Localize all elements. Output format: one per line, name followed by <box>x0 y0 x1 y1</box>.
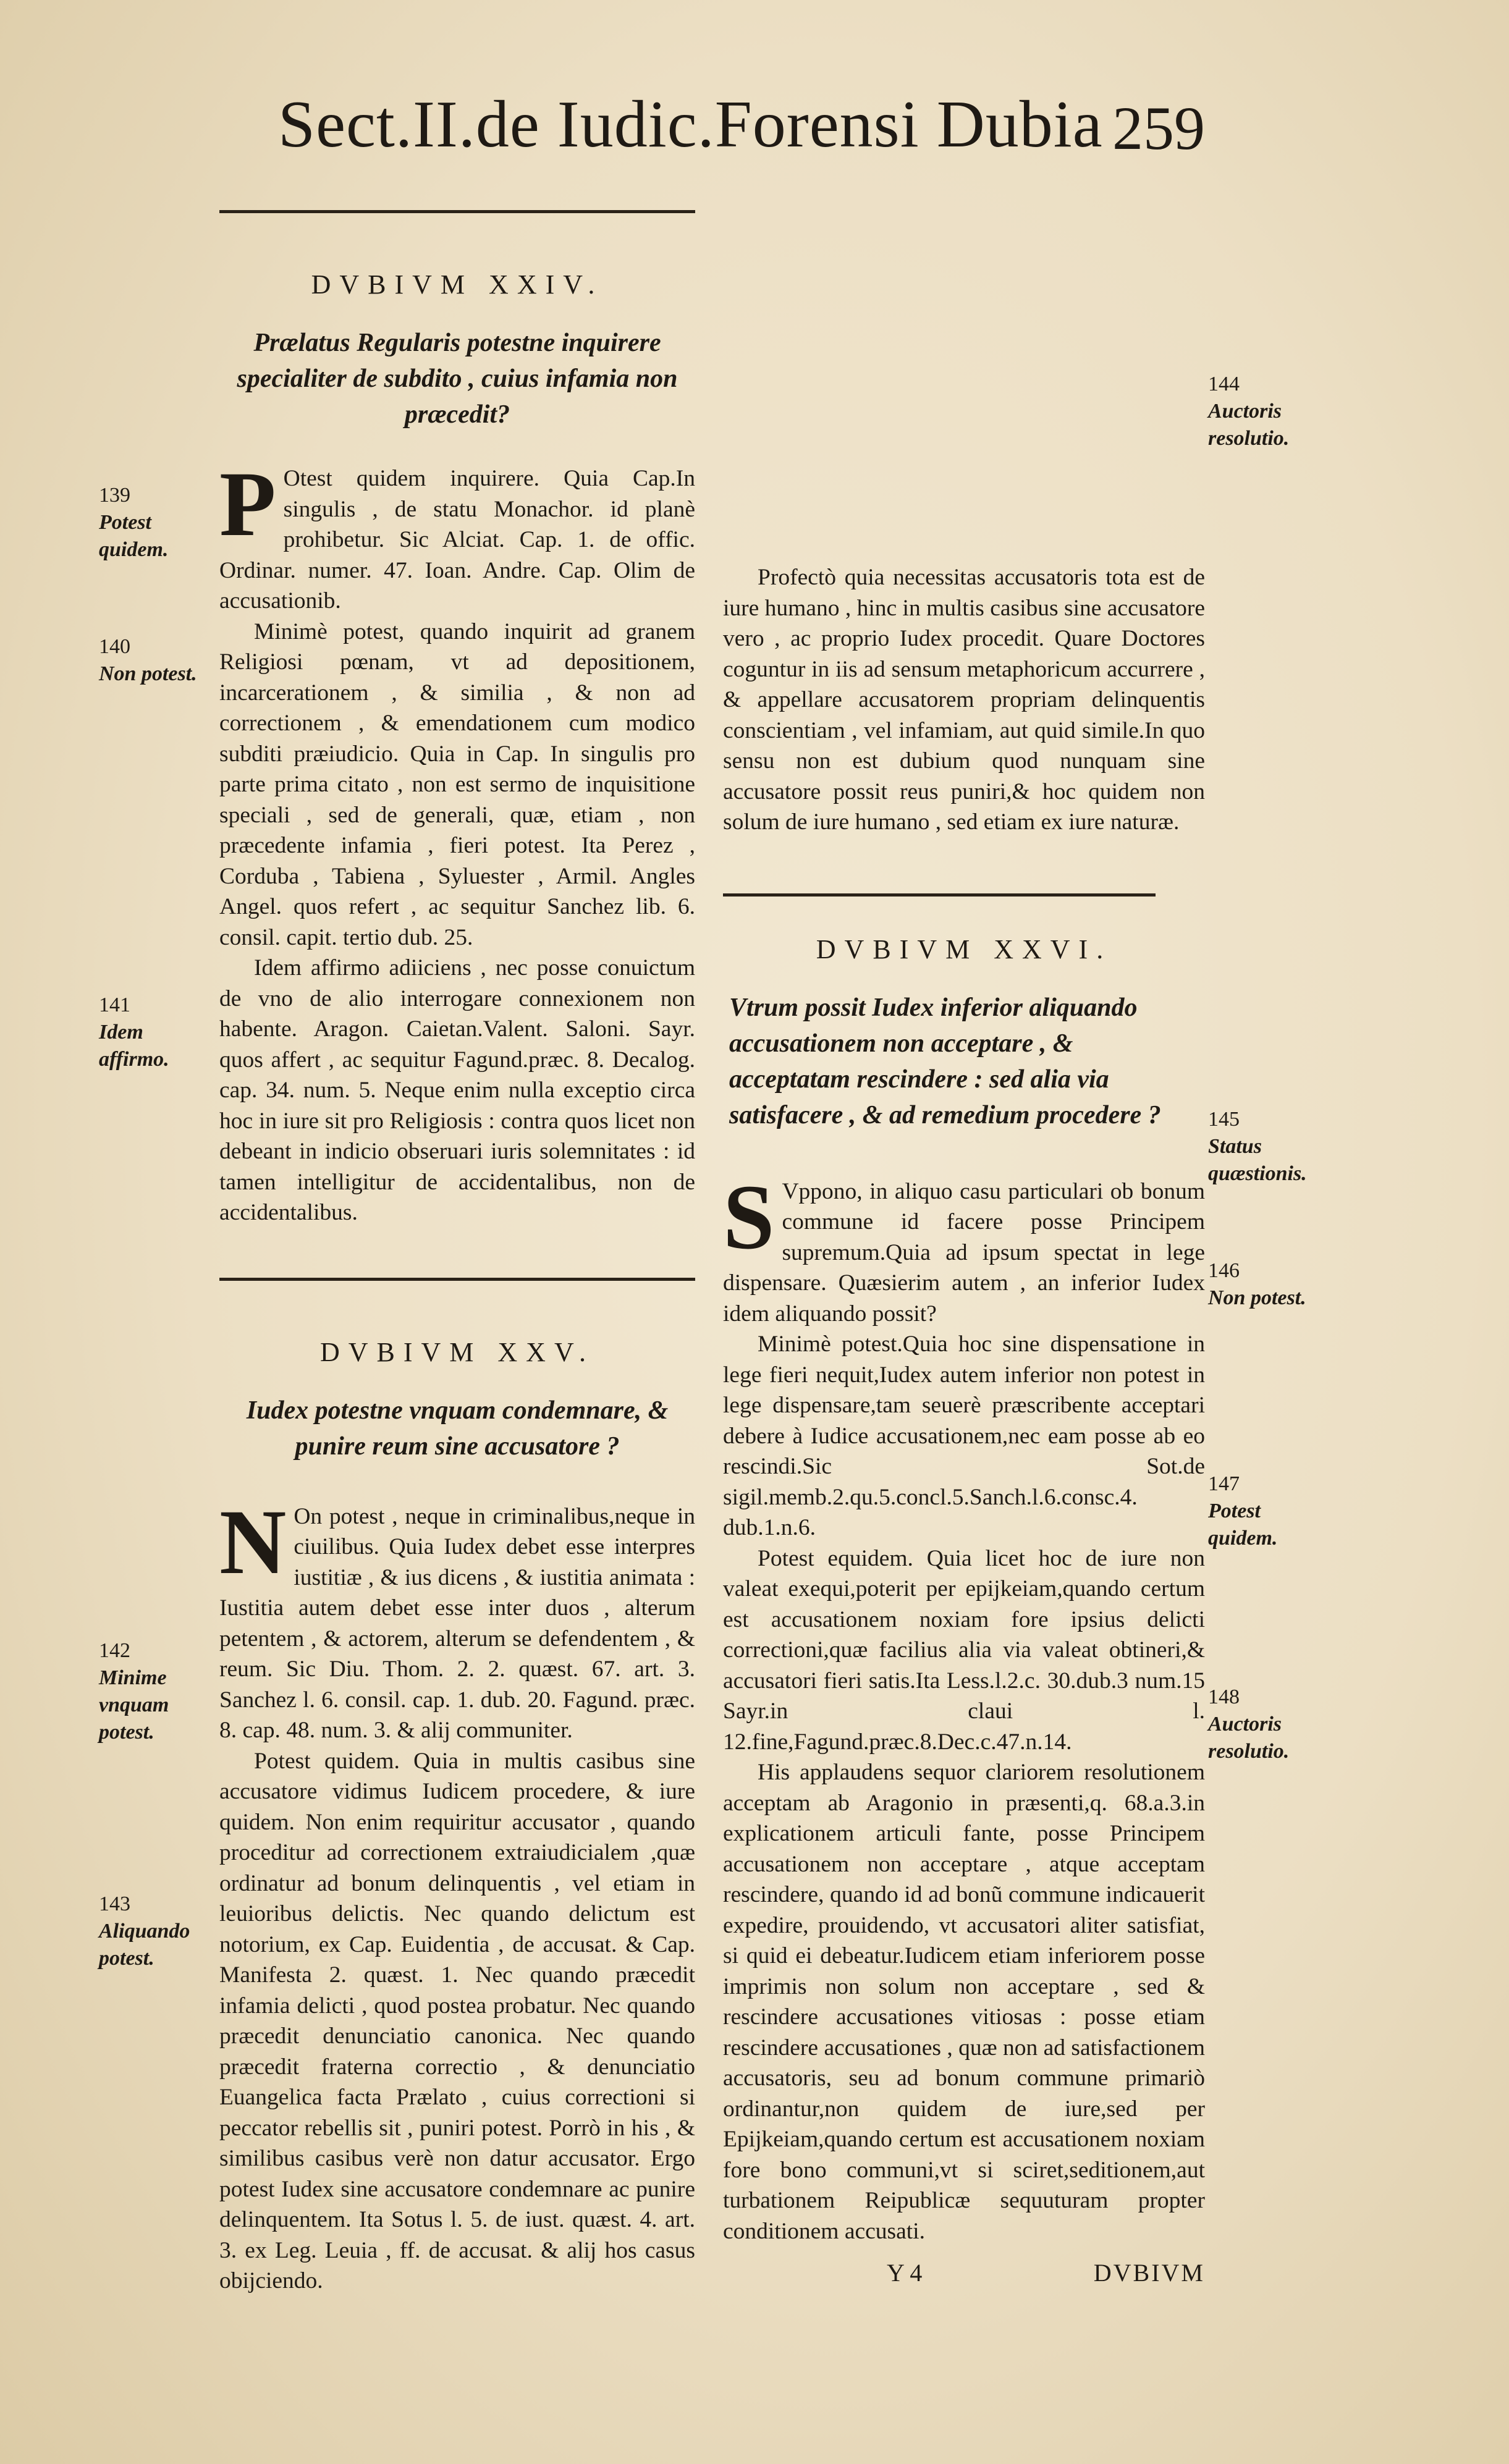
paragraph: Minimè potest.Quia hoc sine dispensatione in lege fieri nequit,Iudex autem inferior non potest in lege dispensare,tam seuerè præscribente acceptari debere à Iudice accusationem,nec eam posse ab eo rescindi.Sic Sot.de sigil.memb.2.qu.5.concl.5.Sanch.l.6.consc.4. dub.1.n.6. <box>723 1331 1205 1540</box>
dubium-26-question: Vtrum possit Iudex inferior aliquando accusationem non acceptare , & acceptatam rescindere : sed alia via satisfacere , & ad remedium procedere ? <box>729 993 1161 1129</box>
dubium-26-heading: DVBIVM XXVI. <box>816 934 1112 964</box>
margin-note: 140 Non potest. <box>99 635 197 685</box>
ornamental-rule <box>219 210 695 213</box>
paragraph: Potest quidem. Quia in multis casibus sine accusatore vidimus Iudicem procedere, & iure quidem. Non enim requiritur accusator , quando proceditur ad correctionem extraiudicialem ,quæ ordinatur ad bonum delinquentis , vel etiam in leuioribus delictis. Nec quando delictum est notorium, ex Cap. Euidentia , de accusat. & Cap. Manifesta 2. quæst. 1. Nec quando præcedit infamia delicti , quod postea probatur. Nec quando præcedit denunciatio canonica. Nec quando præcedit fraterna correctio , & denunciatio Euangelica facta Prælato , cuius correctioni si peccator rebellis sit , puniri potest. Porrò in his , & similibus casibus verè non datur accusator. Ergo potest Iudex sine accusatore condemnare ac punire delinquentem. Ita Sotus l. 5. de iust. quæst. 4. art. 3. ex Leg. Leuia , ff. de accusat. & alij hos casus obijciendo. <box>219 1748 695 2293</box>
page-number: 259 <box>1112 94 1205 162</box>
dubium-24-question: Prælatus Regularis potestne inquirere specialiter de subdito , cuius infamia non præcedit? <box>237 329 678 429</box>
left-column <box>219 185 695 2297</box>
margin-note: 148 Auctoris resolutio. <box>1208 1686 1290 1763</box>
catchword: DVBIVM <box>1093 2259 1205 2287</box>
dubium-24-body <box>219 453 695 1228</box>
margin-note: 147 Potest quidem. <box>1208 1472 1278 1550</box>
ornamental-rule <box>219 1278 695 1281</box>
dubium-25-body <box>219 1490 695 2297</box>
right-column <box>723 185 1205 2247</box>
signature-mark: Y 4 <box>887 2259 923 2287</box>
drop-cap: P <box>219 453 276 555</box>
running-title: Sect.II.de Iudic.Forensi Dubia <box>278 88 1103 161</box>
margin-note: 143 Aliquando potest. <box>99 1892 190 1970</box>
margin-note: 144 Auctoris resolutio. <box>1208 373 1290 450</box>
paragraph: On potest , neque in criminalibus,neque in ciuilibus. Quia Iudex debet esse interpres iustitiæ , & ius dicens , & iustitia animata : Iustitia autem debet esse inter duos , alterum petentem , & actorem, alterum se defendentem , & reum. Sic Diu. Thom. 2. 2. quæst. 67. art. 3. Sanchez l. 6. consil. cap. 1. dub. 20. Fagund. præc. 8. cap. 48. num. 3. & alij communiter. <box>219 1503 695 1743</box>
paragraph: Otest quidem inquirere. Quia Cap.In singulis , de statu Monachor. id planè prohibetur. Sic Alciat. Cap. 1. de offic. Ordinar. numer. 47. Ioan. Andre. Cap. Olim de accusationib. <box>219 466 695 614</box>
running-header <box>278 86 1205 173</box>
dubium-26-body <box>723 1165 1205 2247</box>
ornamental-rule <box>723 893 1156 897</box>
drop-cap: N <box>219 1490 287 1593</box>
drop-cap: S <box>723 1165 775 1268</box>
margin-note: 139 Potest quidem. <box>99 484 169 561</box>
paragraph: Vppono, in aliquo casu particulari ob bonum commune id facere posse Principem supremum.Quia ad ipsum spectat in lege dispensare. Quæsierim autem , an inferior Iudex idem aliquando possit? <box>723 1178 1205 1327</box>
dubium-25-heading: DVBIVM XXV. <box>319 1336 595 1367</box>
page-footer <box>723 2258 1205 2295</box>
paragraph: His applaudens sequor clariorem resolutionem acceptam ab Aragonio in præsenti,q. 68.a.3.in explicationem articuli fante, posse Principem accusationem non acceptare , atque acceptam rescindere, quando id ad bonũ commune indicauerit expedire, prouidendo, vt accusatori aliter satisfiat, si quid ei debeatur.Iudicem etiam inferiorem posse imprimis non solum non acceptare , sed & rescindere accusationes vitiosas : posse etiam rescindere accusationes , quæ non ad satisfactionem accusatoris, seu ad bonum commune primariò ordinantur,non quidem de iure,sed per Epijkeiam,quando certum est accusationem noxiam fore bono communi,vt si sciret,seditionem,aut turbationem Reipublicæ sequuturam propter conditionem accusati. <box>723 1760 1205 2244</box>
paragraph: Minimè potest, quando inquirit ad granem Religiosi pœnam, vt ad depositionem, incarcerationem , & similia , & non ad correctionem , & emendationem cum modico subditi præiudicio. Quia in Cap. In singulis pro parte prima citato , non est sermo de inquisitione speciali , sed de generali, quæ, etiam , non præcedente infamia , fieri potest. Ita Perez , Corduba , Tabiena , Syluester , Armil. Angles Angel. quos refert , ac sequitur Sanchez lib. 6. consil. capit. tertio dub. 25. <box>219 618 695 950</box>
dubium-24-heading: DVBIVM XXIV. <box>311 269 604 300</box>
margin-note: 146 Non potest. <box>1208 1259 1306 1309</box>
margin-note: 145 Status quæstionis. <box>1208 1108 1307 1185</box>
margin-note: 141 Idem affirmo. <box>99 994 169 1071</box>
dubium-25-question: Iudex potestne vnquam condemnare, & punire reum sine accusatore ? <box>246 1396 669 1461</box>
margin-note: 142 Minime vnquam potest. <box>99 1639 169 1744</box>
paragraph: Idem affirmo adiiciens , nec posse conuictum de vno de alio interrogare connexionem non habente. Aragon. Caietan.Valent. Saloni. Sayr. quos affert , ac sequitur Fagund.præc. 8. Decalog. cap. 34. num. 5. Neque enim nulla exceptio circa hoc in iure sit pro Religiosis : contra quos licet non debeant in indicio obseruari iuris solemnitates : id tamen intelligitur de accidentalibus, non de accidentalibus. <box>219 955 695 1225</box>
paragraph: Profectò quia necessitas accusatoris tota est de iure humano , hinc in multis casibus sine accusatore vero , ac proprio Iudex procedit. Quare Doctores coguntur in iis ad sensum metaphoricum accurrere , & appellare accusatorem propriam delinquentis conscientiam , vel infamiam, aut quid simile.In quo sensu non est dubium quod nunquam sine accusatore possit reus puniri,& hoc quidem non solum de iure humano , sed etiam ex iure naturæ. <box>723 565 1206 835</box>
paragraph: Potest equidem. Quia licet hoc de iure non valeat exequi,poterit per epijkeiam,quando certum est accusationem noxiam fore ipsius delicti correctioni,quæ facilius alia via valeat obtineri,& accusatori fieri satis.Ita Less.l.2.c. 30.dub.3 num.15 Sayr.in claui l. 12.fine,Fagund.præc.8.Dec.c.47.n.14. <box>723 1545 1205 1755</box>
